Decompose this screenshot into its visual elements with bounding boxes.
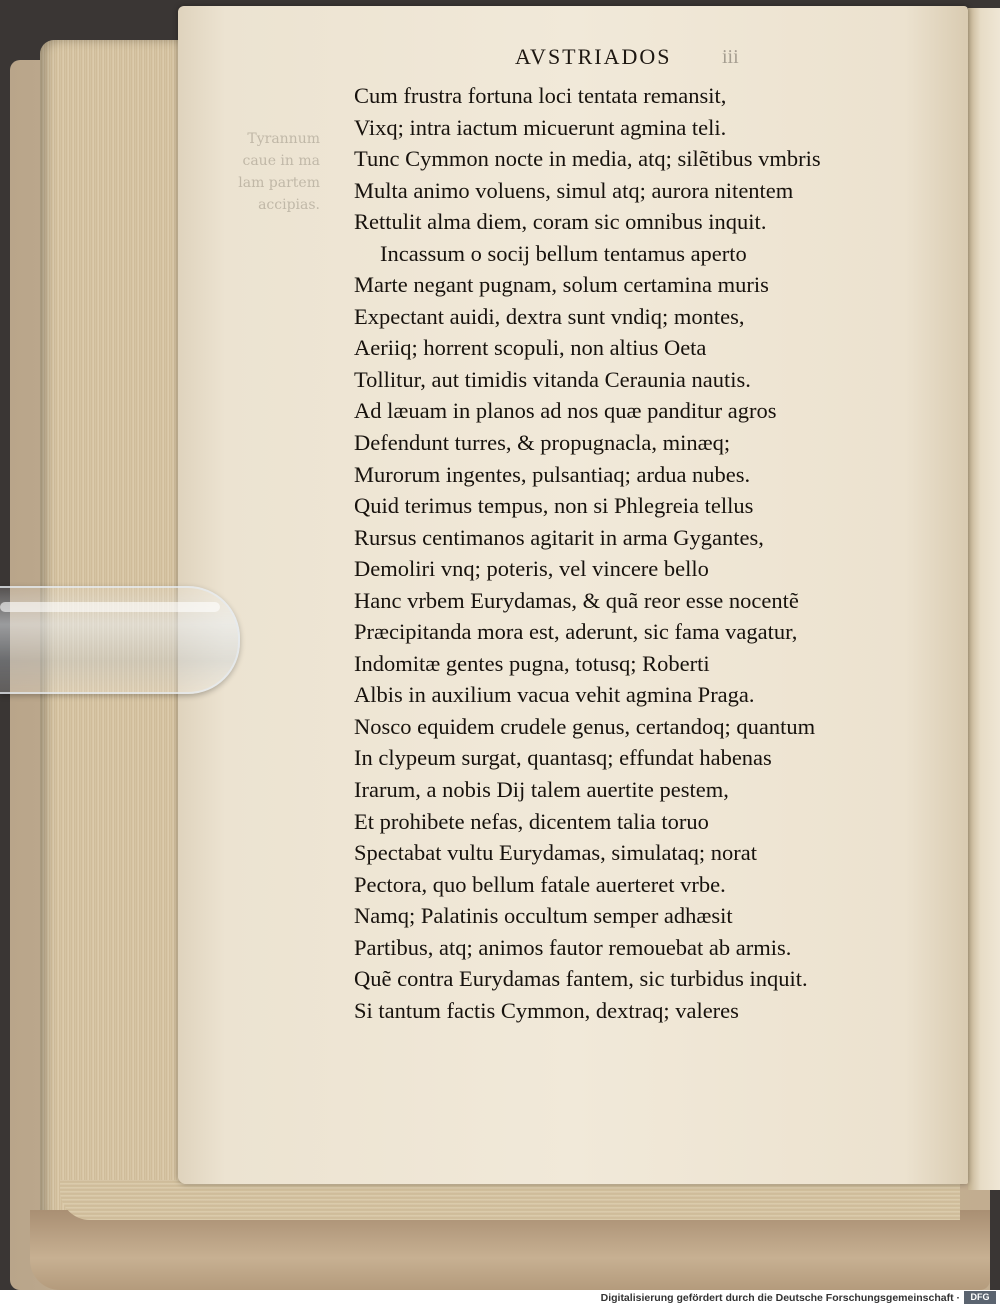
verse-line: Indomitæ gentes pugna, totusq; Roberti [354,650,710,676]
verse-line: Præcipitanda mora est, aderunt, sic fama vagatur, [354,619,798,645]
verse-line: Quid terimus tempus, non si Phlegreia tellus [354,493,754,519]
verse-line: Incassum o socij bellum tentamus aperto [380,240,747,266]
verse-line: Namq; Palatinis occultum semper adhæsit [354,903,733,929]
page-holder-highlight [0,602,220,612]
bleed-through-line: accipias. [258,197,320,213]
funding-credit: Digitalisierung gefördert durch die Deutsche Forschungsgemeinschaft · [600,1292,960,1304]
verse-line: Defendunt turres, & propugnacla, minæq; [354,430,731,456]
dfg-logo: DFG [964,1291,996,1304]
bleed-through-line: caue in ma [242,153,320,169]
verse-line: Tunc Cymmon nocte in media, atq; silẽtibus vmbris [354,146,821,172]
bleed-through-text [230,128,320,216]
verse-line: Irarum, a nobis Dij talem auertite pestem, [354,777,729,803]
verse-line: Multa animo voluens, simul atq; aurora nitentem [354,177,794,203]
verse-line: Spectabat vultu Eurydamas, simulataq; norat [354,840,758,866]
signature-mark: iii [722,46,739,68]
bleed-through-line: lam partem [238,175,320,191]
verse-line: Murorum ingentes, pulsantiaq; ardua nubes. [354,461,751,487]
verse-line: Si tantum factis Cymmon, dextraq; valeres [354,997,739,1023]
running-head: AVSTRIADOS [515,44,672,69]
verse-line: Expectant auidi, dextra sunt vndiq; montes, [354,303,745,329]
verse-line: Nosco equidem crudele genus, certandoq; quantum [354,713,816,739]
verse-line: Albis in auxilium vacua vehit agmina Praga. [354,682,755,708]
page-bottom-edges [60,1180,960,1220]
verse-line: Et prohibete nefas, dicentem talia toruo [354,808,709,834]
book-cover-bottom [30,1210,990,1290]
verse-line: Marte negant pugnam, solum certamina muris [354,272,769,298]
facing-page [968,8,1000,1190]
verse-line: Rettulit alma diem, coram sic omnibus inquit. [354,209,767,235]
verse-line: Hanc vrbem Eurydamas, & quã reor esse nocentẽ [354,587,799,613]
verse-text [354,80,954,1026]
verse-line: Pectora, quo bellum fatale auerteret vrbe. [354,871,726,897]
verse-line: Cum frustra fortuna loci tentata remansit, [354,83,727,108]
verse-line: Ad læuam in planos ad nos quæ panditur agros [354,398,777,424]
verse-line: In clypeum surgat, quantasq; effundat habenas [354,745,772,771]
verse-line: Quẽ contra Eurydamas fantem, sic turbidus inquit. [354,966,808,992]
verse-line: Demoliri vnq; poteris, vel vincere bello [354,556,709,582]
verse-line: Rursus centimanos agitarit in arma Gygantes, [354,524,764,550]
verse-line: Aeriiq; horrent scopuli, non altius Oeta [354,335,707,361]
bleed-through-line: Tyrannum [247,131,320,147]
verse-line: Vixq; intra iactum micuerunt agmina teli. [354,114,727,140]
verse-line: Tollitur, aut timidis vitanda Ceraunia nautis. [354,366,751,392]
verse-line: Partibus, atq; animos fautor remouebat ab armis. [354,934,792,960]
